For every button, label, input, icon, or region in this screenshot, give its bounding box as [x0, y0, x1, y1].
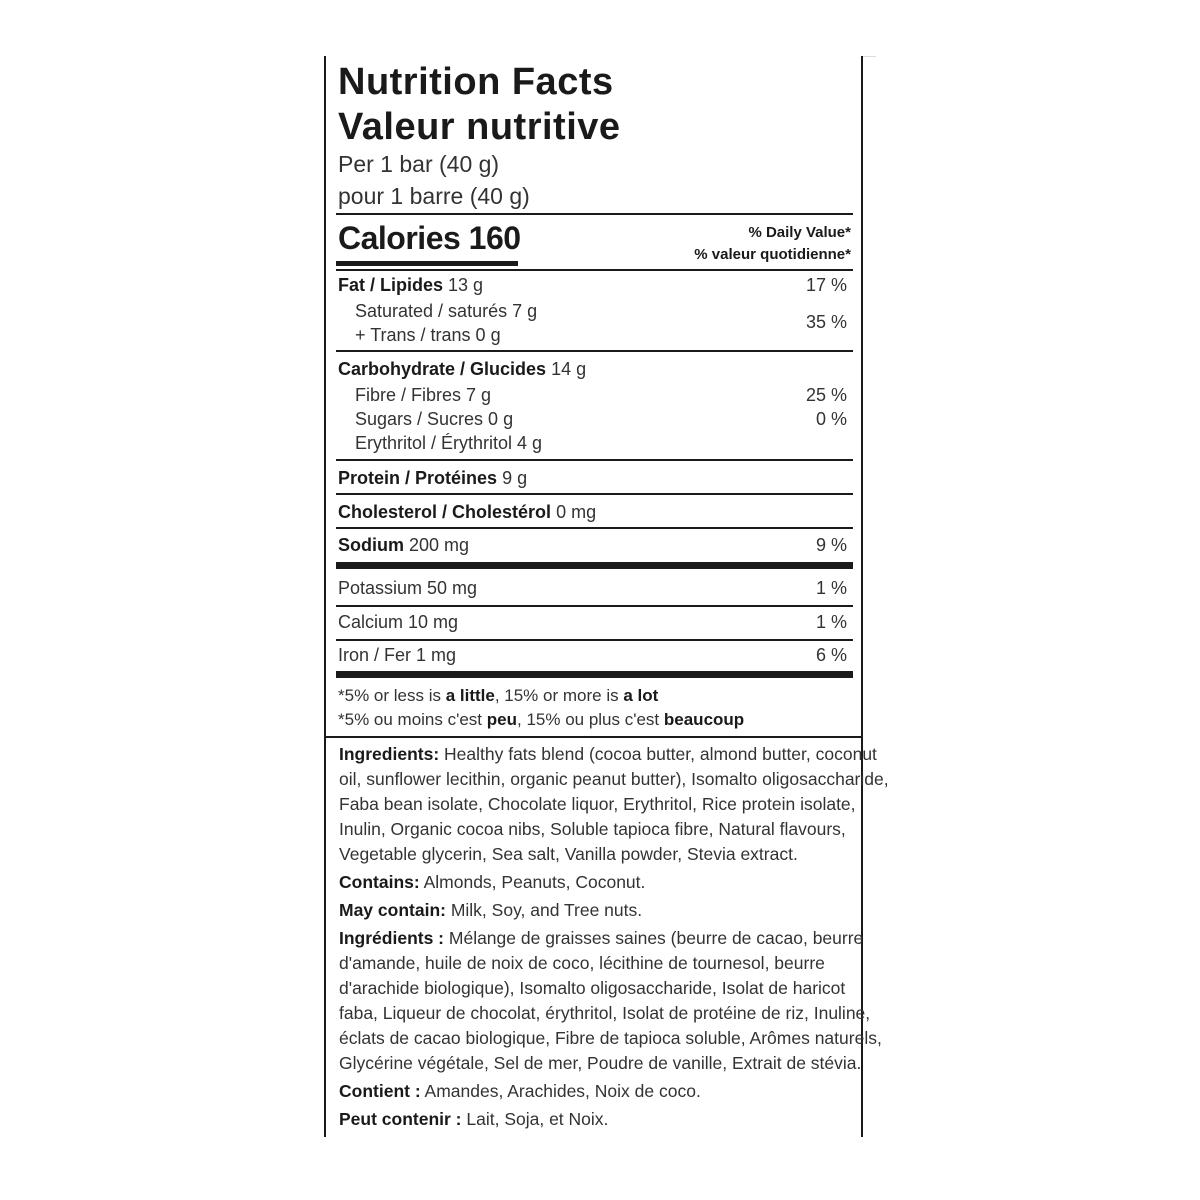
sodium-pct: 9 %	[815, 535, 847, 555]
sodium-row	[338, 534, 469, 556]
divider	[336, 639, 853, 641]
cholesterol-amount: 0 mg	[556, 502, 597, 522]
sugars-pct: 0 %	[815, 409, 847, 429]
saturated-trans-pct: 35 %	[805, 312, 847, 332]
nutrition-label-panel	[324, 56, 889, 1137]
protein-amount: 9 g	[502, 468, 528, 488]
ingredients-fr-line: faba, Liqueur de chocolat, érythritol, Isolat de protéine de riz, Inuline,	[339, 1003, 871, 1023]
footnote-en-text: , 15% or more is	[494, 686, 624, 705]
footnote-en-text: *5% or less is	[338, 686, 446, 705]
footnote-fr-emphasis: beaucoup	[663, 710, 745, 729]
contient-text: Amandes, Arachides, Noix de coco.	[420, 1081, 701, 1101]
footnote-fr	[338, 709, 744, 731]
cholesterol-label: Cholesterol / Cholestérol	[338, 502, 552, 522]
ingredients-fr-line: Mélange de graisses saines (beurre de cacao, beurre	[444, 928, 864, 948]
ingredients-fr-line: Glycérine végétale, Sel de mer, Poudre de vanille, Extrait de stévia.	[339, 1053, 862, 1073]
fat-amount: 13 g	[448, 275, 484, 295]
daily-value-header-fr: % valeur quotidienne*	[694, 246, 851, 263]
cholesterol-row	[338, 501, 596, 523]
divider	[336, 213, 853, 215]
ingredients-en	[339, 742, 889, 867]
ingredients-fr-label: Ingrédients :	[339, 928, 445, 948]
footnote-fr-text: *5% ou moins c'est	[338, 710, 487, 729]
footnote-fr-text: , 15% ou plus c'est	[517, 710, 664, 729]
divider	[336, 493, 853, 495]
carbohydrate-amount: 14 g	[551, 359, 587, 379]
fat-label: Fat / Lipides	[338, 275, 444, 295]
carbohydrate-label: Carbohydrate / Glucides	[338, 359, 547, 379]
sodium-amount: 200 mg	[409, 535, 470, 555]
may-contain-label: May contain:	[339, 900, 446, 920]
divider	[336, 269, 853, 271]
nutrition-facts-table	[336, 56, 853, 736]
fat-row	[338, 274, 483, 296]
serving-size-en: Per 1 bar (40 g)	[338, 151, 500, 177]
ingredients-en-line: Faba bean isolate, Chocolate liquor, Erythritol, Rice protein isolate,	[339, 794, 856, 814]
thick-divider	[336, 671, 853, 678]
sodium-label: Sodium	[338, 535, 404, 555]
ingredients-fr	[339, 926, 882, 1076]
divider	[336, 459, 853, 461]
may-contain-text: Milk, Soy, and Tree nuts.	[445, 900, 643, 920]
erythritol-row: Erythritol / Érythritol 4 g	[355, 433, 543, 453]
contains-en	[339, 870, 854, 895]
peut-contenir-label: Peut contenir :	[339, 1109, 462, 1129]
iron-row: Iron / Fer 1 mg	[338, 645, 457, 665]
may-contain-en	[339, 898, 854, 923]
potassium-pct: 1 %	[815, 578, 847, 598]
sugars-row: Sugars / Sucres 0 g	[355, 409, 514, 429]
ingredients-en-line: Healthy fats blend (cocoa butter, almond butter, coconut	[439, 744, 877, 764]
contains-label: Contains:	[339, 872, 420, 892]
top-edge-line	[862, 56, 876, 57]
ingredients-en-line: Vegetable glycerin, Sea salt, Vanilla powder, Stevia extract.	[339, 844, 798, 864]
ingredients-section	[339, 742, 889, 1135]
calcium-pct: 1 %	[815, 612, 847, 632]
thick-divider	[336, 562, 853, 569]
title-en: Nutrition Facts	[338, 61, 614, 103]
protein-row	[338, 467, 527, 489]
fibre-row: Fibre / Fibres 7 g	[355, 385, 492, 405]
protein-label: Protein / Protéines	[338, 468, 498, 488]
divider	[336, 350, 853, 352]
iron-pct: 6 %	[815, 645, 847, 665]
ingredients-en-line: Inulin, Organic cocoa nibs, Soluble tapioca fibre, Natural flavours,	[339, 819, 846, 839]
ingredients-fr-line: d'arachide biologique), Isomalto oligosaccharide, Isolat de haricot	[339, 978, 846, 998]
calories-label: Calories 160	[338, 220, 521, 256]
carbohydrate-row	[338, 358, 586, 380]
ingredients-divider	[326, 736, 861, 738]
contains-text: Almonds, Peanuts, Coconut.	[419, 872, 646, 892]
contient-label: Contient :	[339, 1081, 421, 1101]
peut-contenir-text: Lait, Soja, et Noix.	[461, 1109, 609, 1129]
saturated-row: Saturated / saturés 7 g	[355, 301, 538, 321]
fibre-pct: 25 %	[805, 385, 847, 405]
title-fr: Valeur nutritive	[338, 106, 621, 148]
peut-contenir-fr	[339, 1107, 854, 1132]
footnote-en-emphasis: a lot	[623, 686, 659, 705]
calories-underline	[336, 261, 518, 266]
footnote-fr-emphasis: peu	[486, 710, 517, 729]
divider	[336, 605, 853, 607]
calcium-row: Calcium 10 mg	[338, 612, 459, 632]
ingredients-fr-line: éclats de cacao biologique, Fibre de tapioca soluble, Arômes naturels,	[339, 1028, 882, 1048]
serving-size-fr: pour 1 barre (40 g)	[338, 183, 530, 209]
trans-row: + Trans / trans 0 g	[355, 325, 501, 345]
contient-fr	[339, 1079, 854, 1104]
ingredients-en-line: oil, sunflower lecithin, organic peanut butter), Isomalto oligosaccharide,	[339, 769, 889, 789]
potassium-row: Potassium 50 mg	[338, 578, 478, 598]
fat-pct: 17 %	[805, 275, 847, 295]
divider	[336, 527, 853, 529]
ingredients-fr-line: d'amande, huile de noix de coco, lécithine de tournesol, beurre	[339, 953, 825, 973]
daily-value-header-en: % Daily Value*	[748, 224, 851, 241]
ingredients-en-label: Ingredients:	[339, 744, 440, 764]
footnote-en-emphasis: a little	[445, 686, 495, 705]
footnote-en	[338, 685, 658, 707]
